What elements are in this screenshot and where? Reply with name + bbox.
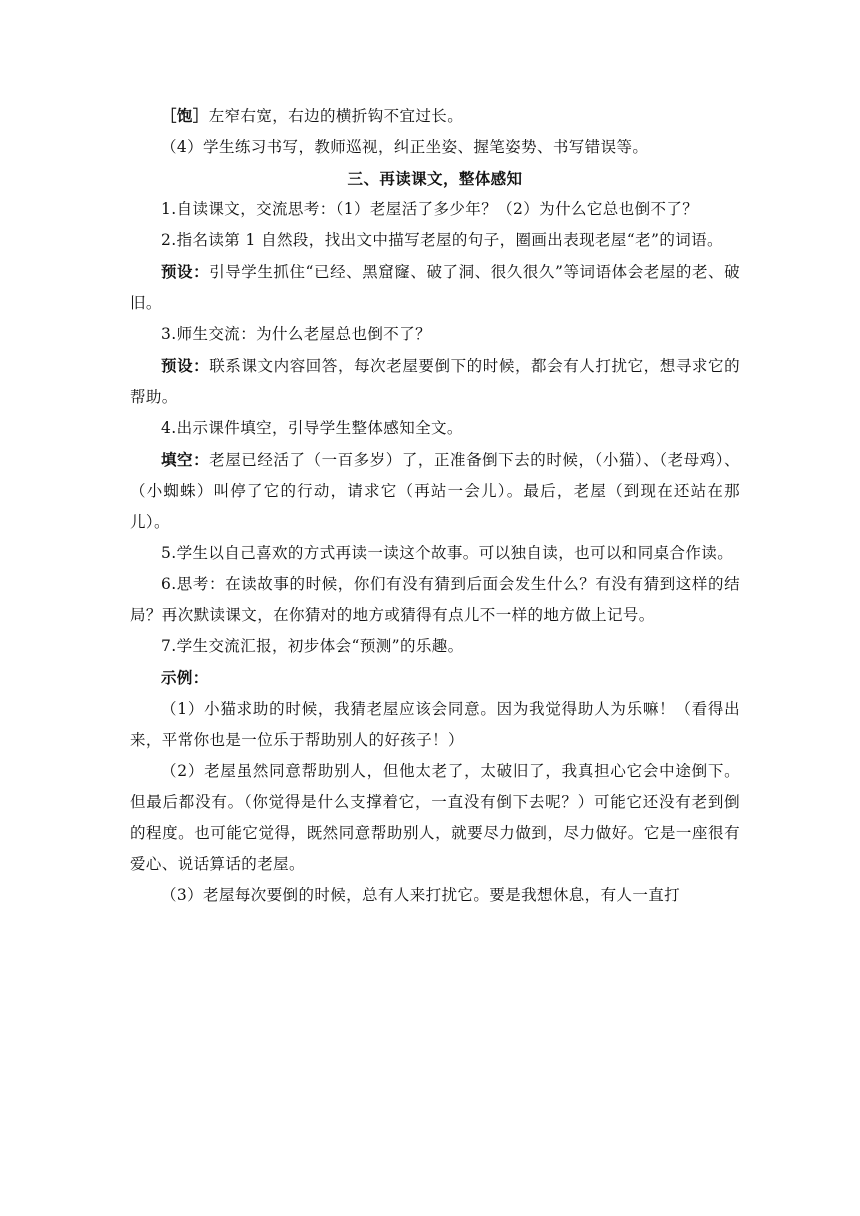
paragraph-example-3: （3）老屋每次要倒的时候，总有人来打扰它。要是我想休息，有人一直打 — [161, 886, 681, 904]
paragraph-text: 引导学生抓住“已经、黑窟窿、破了洞、很久很久”等词语体会老屋的老、破旧。 — [130, 263, 740, 312]
example-label: 示例： — [161, 668, 209, 687]
document-page — [130, 100, 740, 911]
paragraph-text: 老屋已经活了（一百多岁）了，正准备倒下去的时候，（小猫）、（老母鸡）、（小蜘蛛）叫停了它的行动，请求它（再站一会儿）。最后，老屋（到现在还站在那儿）。 — [130, 451, 740, 531]
paragraph-preset-1 — [130, 256, 740, 319]
paragraph-fill-blank — [130, 444, 740, 538]
paragraph-text: 左窄右宽，右边的横折钩不宜过长。 — [208, 107, 464, 125]
paragraph-step-3: 3.师生交流：为什么老屋总也倒不了？ — [161, 325, 431, 343]
paragraph-text: 联系课文内容回答，每次老屋要倒下的时候，都会有人打扰它，想寻求它的帮助。 — [130, 357, 740, 406]
paragraph-step-1: 1.自读课文，交流思考：（1）老屋活了多少年？（2）为什么它总也倒不了？ — [161, 200, 699, 218]
paragraph-preset-2 — [130, 350, 740, 413]
paragraph-example-1: （1）小猫求助的时候，我猜老屋应该会同意。因为我觉得助人为乐嘛！（看得出来，平常你也是一位乐于帮助别人的好孩子！） — [130, 700, 740, 749]
section-heading: 三、再读课文，整体感知 — [347, 169, 523, 188]
paragraph-step-4: 4.出示课件填空，引导学生整体感知全文。 — [161, 419, 463, 437]
paragraph-step-7: 7.学生交流汇报，初步体会“预测”的乐趣。 — [161, 637, 464, 655]
paragraph-step-2: 2.指名读第 1 自然段，找出文中描写老屋的句子，圈画出表现老屋“老”的词语。 — [161, 231, 723, 249]
preset-label: 预设： — [161, 262, 210, 281]
paragraph-example-2: （2）老屋虽然同意帮助别人，但他太老了，太破旧了，我真担心它会中途倒下。但最后都没有。（你觉得是什么支撑着它，一直没有倒下去呢？）可能它还没有老到倒的程度。也可能它觉得，既然同意帮助别人，就要尽力做到，尽力做好。它是一座很有爱心、说话算话的老屋。 — [130, 762, 740, 873]
paragraph-step-5: 5.学生以自己喜欢的方式再读一读这个故事。可以独自读，也可以和同桌合作读。 — [161, 544, 734, 562]
paragraph-example-label — [130, 662, 740, 694]
paragraph-step-6: 6.思考：在读故事的时候，你们有没有猜到后面会发生什么？有没有猜到这样的结局？再次默读课文，在你猜对的地方或猜得有点儿不一样的地方做上记号。 — [130, 575, 740, 624]
fill-blank-label: 填空： — [161, 450, 210, 469]
preset-label: 预设： — [161, 356, 210, 375]
paragraph-stroke-note — [130, 100, 740, 132]
char-label: ［饱］ — [161, 106, 209, 125]
paragraph-writing-practice: （4）学生练习书写，教师巡视，纠正坐姿、握笔姿势、书写错误等。 — [161, 138, 649, 156]
